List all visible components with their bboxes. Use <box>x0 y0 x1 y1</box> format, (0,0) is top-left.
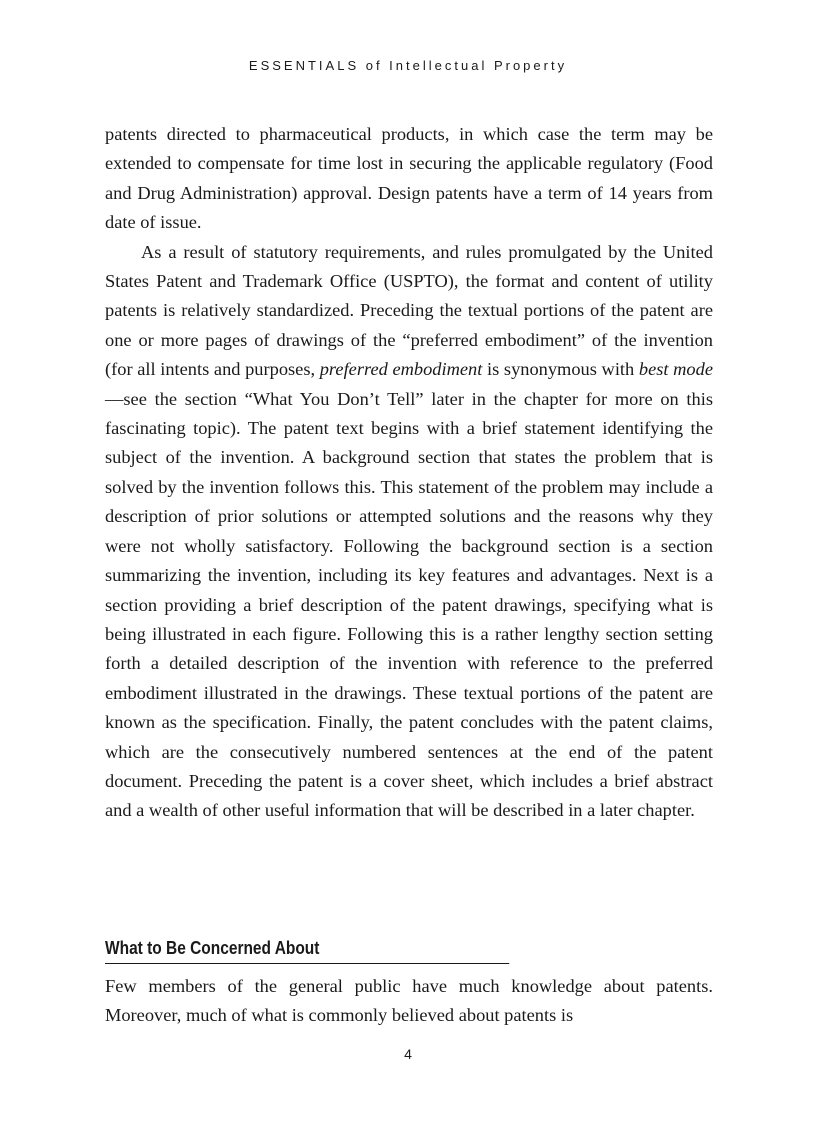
page-number: 4 <box>404 1046 412 1062</box>
body-text <box>105 120 713 826</box>
section-heading: What to Be Concerned About <box>105 935 509 964</box>
running-head: ESSENTIALS of Intellectual Property <box>248 58 568 73</box>
paragraph-1: patents directed to pharmaceutical products, in which case the term may be extended to compensate for time lost in securing the applicable regulatory (Food and Drug Administration) approval. Design patents have a term of 14 years from date of issue. <box>105 124 713 233</box>
term-best-mode: best mode <box>638 359 713 380</box>
paragraph-2 <box>105 238 713 826</box>
paragraph-2-part-a: As a result of statutory requirements, and rules promulgated by the United States Patent and Trademark Office (USPTO), the format and content of utility patents is relatively standardized. Preceding the textual portions of the patent are one or more pages of drawings of the “preferred embodiment” of the invention (for all intents and purposes, <box>105 241 713 380</box>
paragraph-2-part-c: —see the section “What You Don’t Tell” later in the chapter for more on this fascinating topic). The patent text begins with a brief statement identifying the subject of the invention. A background section that states the problem that is solved by the invention follows this. This statement of the problem may include a description of prior solutions or attempted solutions and the reasons why they were not wholly satisfactory. Following the background section is a section summarizing the invention, including its key features and advantages. Next is a section providing a brief description of the patent drawings, specifying what is being illustrated in each figure. Following this is a rather lengthy section setting forth a detailed description of the invention with reference to the preferred embodiment illustrated in the drawings. These textual portions of the patent are known as the specification. Finally, the patent concludes with the patent claims, which are the consecutively numbered sentences at the end of the patent document. Preceding the patent is a cover sheet, which includes a brief abstract and a wealth of other useful information that will be described in a later chapter. <box>105 388 713 821</box>
term-preferred-embodiment: preferred embodiment <box>319 359 483 380</box>
section-body <box>105 972 713 1031</box>
section-paragraph: Few members of the general public have much knowledge about patents. Moreover, much of what is commonly believed about patents is <box>105 976 713 1026</box>
paragraph-2-part-b: is synonymous with <box>482 359 639 380</box>
